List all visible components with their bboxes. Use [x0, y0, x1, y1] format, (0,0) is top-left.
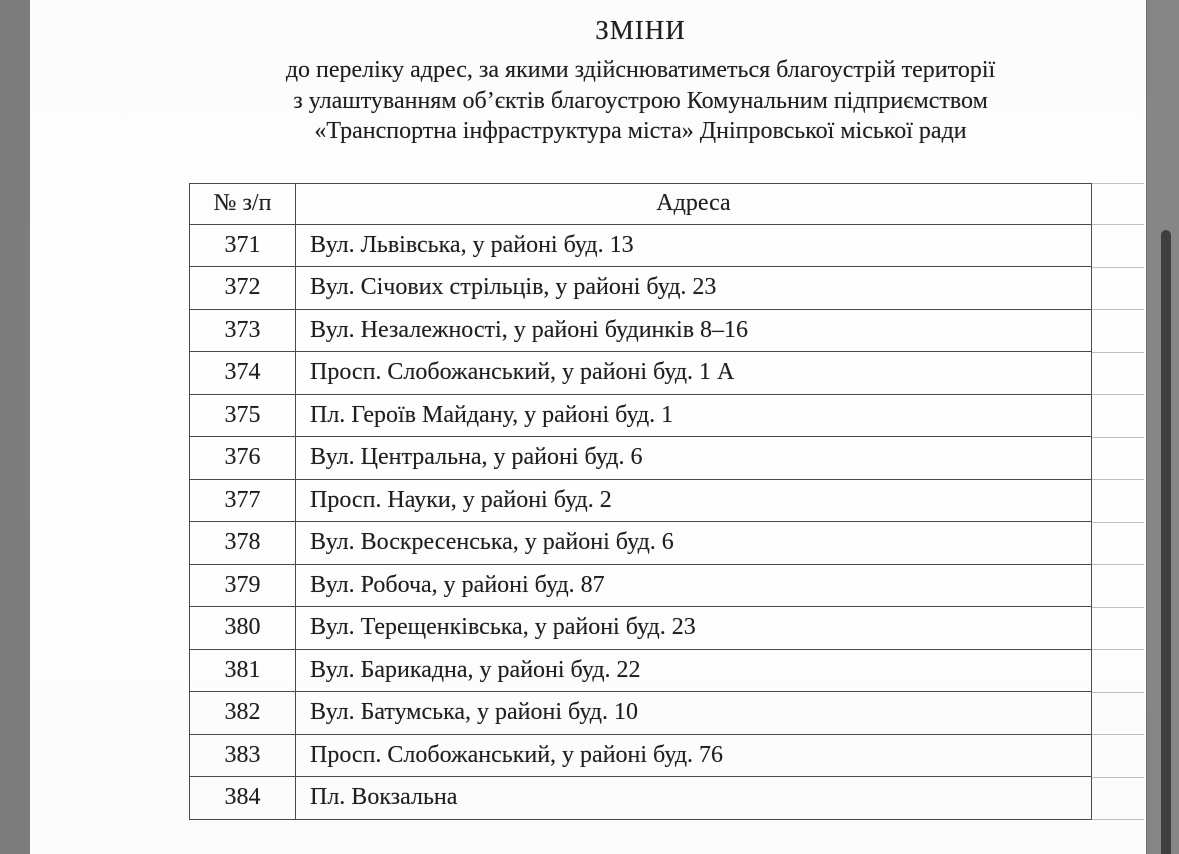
table-row [190, 734, 1092, 777]
scrollbar-track[interactable] [1146, 0, 1179, 854]
scan-line [1091, 479, 1144, 480]
row-address: Пл. Героїв Майдану, у районі буд. 1 [296, 394, 1092, 437]
scan-line [1091, 564, 1144, 565]
scan-line [1091, 352, 1144, 353]
row-address: Вул. Воскресенська, у районі буд. 6 [296, 522, 1092, 565]
scan-line [1091, 522, 1144, 523]
row-number: 379 [190, 564, 296, 607]
row-number: 377 [190, 479, 296, 522]
row-number: 372 [190, 267, 296, 310]
subtitle-line: до переліку адрес, за якими здійснюватиметься благоустрій території [285, 57, 996, 83]
table-row [190, 394, 1092, 437]
scan-line [1091, 734, 1144, 735]
row-number: 374 [190, 352, 296, 395]
row-number: 373 [190, 309, 296, 352]
scan-line [1091, 183, 1144, 184]
scan-line [1091, 437, 1144, 438]
table-row [190, 267, 1092, 310]
row-number: 381 [190, 649, 296, 692]
row-address: Просп. Науки, у районі буд. 2 [296, 479, 1092, 522]
row-address: Вул. Центральна, у районі буд. 6 [296, 437, 1092, 480]
document-title: ЗМІНИ [595, 15, 686, 45]
scan-line [1091, 649, 1144, 650]
row-address: Вул. Львівська, у районі буд. 13 [296, 224, 1092, 267]
table-row [190, 309, 1092, 352]
table-row [190, 224, 1092, 267]
scan-line [1091, 224, 1144, 225]
left-scan-edge [0, 0, 30, 854]
row-number: 382 [190, 692, 296, 735]
table-row [190, 564, 1092, 607]
table-header-row [190, 183, 1092, 224]
table-row [190, 607, 1092, 650]
subtitle-line: «Транспортна інфраструктура міста» Дніпровської міської ради [314, 118, 967, 144]
scan-line [1091, 692, 1144, 693]
row-number: 375 [190, 394, 296, 437]
row-number: 378 [190, 522, 296, 565]
table-row [190, 352, 1092, 395]
scan-line [1091, 309, 1144, 310]
scan-line [1091, 819, 1144, 820]
row-number: 384 [190, 777, 296, 820]
row-address: Просп. Слобожанський, у районі буд. 76 [296, 734, 1092, 777]
row-address: Вул. Незалежності, у районі будинків 8–16 [296, 309, 1092, 352]
scrollbar-thumb[interactable] [1161, 230, 1171, 854]
column-header-number: № з/п [190, 183, 296, 224]
document-subtitle [189, 55, 1092, 147]
table-row [190, 479, 1092, 522]
table-row [190, 649, 1092, 692]
scan-line [1091, 607, 1144, 608]
table-row [190, 522, 1092, 565]
document-page [189, 0, 1092, 820]
row-number: 371 [190, 224, 296, 267]
table-row [190, 692, 1092, 735]
row-address: Вул. Батумська, у районі буд. 10 [296, 692, 1092, 735]
row-number: 383 [190, 734, 296, 777]
table-row [190, 777, 1092, 820]
scan-line [1091, 267, 1144, 268]
subtitle-line: з улаштуванням об’єктів благоустрою Комунальним підприємством [293, 87, 988, 114]
scan-line [1091, 777, 1144, 778]
row-number: 376 [190, 437, 296, 480]
scan-line [1091, 394, 1144, 395]
address-table [189, 183, 1092, 820]
row-address: Пл. Вокзальна [296, 777, 1092, 820]
table-row [190, 437, 1092, 480]
column-header-address: Адреса [296, 183, 1092, 224]
row-address: Просп. Слобожанський, у районі буд. 1 А [296, 352, 1092, 395]
row-address: Вул. Січових стрільців, у районі буд. 23 [296, 267, 1092, 310]
row-address: Вул. Робоча, у районі буд. 87 [296, 564, 1092, 607]
row-address: Вул. Терещенківська, у районі буд. 23 [296, 607, 1092, 650]
row-number: 380 [190, 607, 296, 650]
row-address: Вул. Барикадна, у районі буд. 22 [296, 649, 1092, 692]
